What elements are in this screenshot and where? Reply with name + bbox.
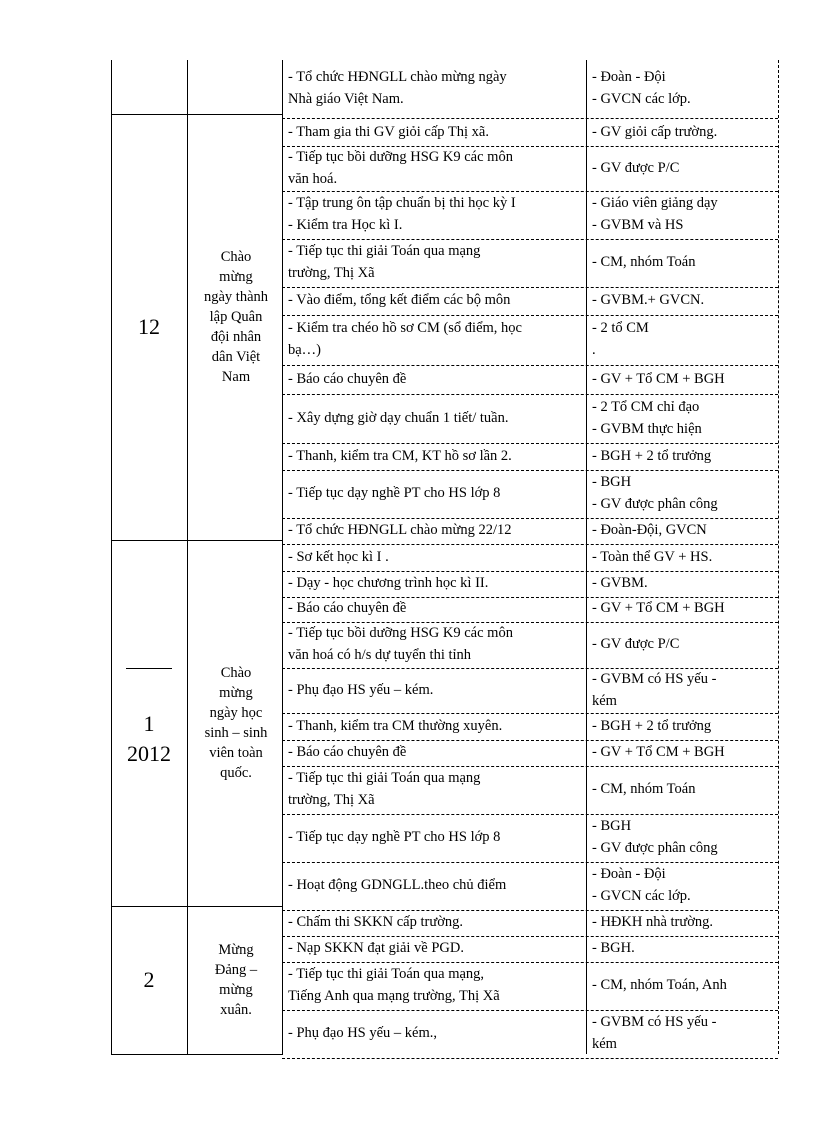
responsible-line: - BGH + 2 tổ trưởng	[592, 718, 712, 734]
activity-line: - Phụ đạo HS yếu – kém.,	[288, 1025, 438, 1041]
responsible-cell	[592, 668, 716, 712]
activity-line: bạ…)	[288, 342, 322, 358]
responsible-line: - GV được phân công	[592, 840, 718, 856]
activity-cell	[288, 445, 512, 467]
activity-cell	[288, 317, 522, 361]
responsible-cell	[592, 471, 718, 515]
activity-cell	[288, 407, 509, 429]
group-border	[111, 114, 282, 115]
activity-cell	[288, 482, 500, 504]
activity-line: - Tiếp tục dạy nghề PT cho HS lớp 8	[288, 829, 501, 845]
activity-cell	[288, 911, 463, 933]
responsible-line: - GV được P/C	[592, 160, 680, 176]
activity-cell	[288, 240, 480, 284]
activity-line: - Vào điểm, tổng kết điểm các bộ môn	[288, 292, 511, 308]
responsible-line: - GVBM.	[592, 575, 648, 591]
responsible-line: - GVBM và HS	[592, 217, 684, 233]
event-line: Mừng	[218, 942, 254, 958]
event-line: viên toàn	[209, 745, 263, 761]
responsible-cell	[592, 317, 649, 361]
responsible-line: - CM, nhóm Toán	[592, 781, 696, 797]
row-border	[282, 118, 778, 119]
responsible-line: - GV + Tổ CM + BGH	[592, 370, 725, 387]
activity-line: - Chấm thi SKKN cấp trường.	[288, 914, 464, 930]
activity-line: Nhà giáo Việt Nam.	[288, 91, 404, 107]
month-line: 1	[143, 711, 155, 736]
responsible-cell	[592, 546, 712, 568]
month-line: 12	[138, 314, 160, 339]
activity-line: - Dạy - học chương trình học kì II.	[288, 575, 489, 591]
activity-cell	[288, 874, 506, 896]
responsible-cell	[592, 597, 725, 619]
table-border-col2	[187, 60, 188, 1054]
responsible-line: - GV giỏi cấp trường.	[592, 123, 718, 140]
responsible-cell	[592, 633, 679, 655]
event-line: xuân.	[220, 1002, 252, 1018]
activity-cell	[288, 121, 489, 143]
activity-line: - Tổ chức HĐNGLL chào mừng 22/12	[288, 522, 512, 538]
event-line: mừng	[219, 269, 253, 285]
responsible-line: .	[592, 342, 596, 358]
row-border	[282, 394, 778, 395]
activity-line: - Báo cáo chuyên đề	[288, 370, 407, 387]
responsible-cell	[592, 289, 704, 311]
activity-line: - Tiếp tục bồi dưỡng HSG K9 các môn	[288, 149, 513, 165]
responsible-cell	[592, 66, 691, 110]
event-line: mừng	[219, 982, 253, 998]
responsible-line: - GVBM.+ GVCN.	[592, 292, 705, 308]
activity-line: - Tiếp tục thi giải Toán qua mạng	[288, 243, 481, 259]
event-label	[189, 663, 283, 783]
responsible-cell	[592, 974, 727, 996]
activity-line: trường, Thị Xã	[288, 265, 375, 281]
responsible-line: - GVBM có HS yếu -	[592, 1014, 717, 1030]
responsible-line: kém	[592, 1036, 617, 1052]
activity-cell	[288, 679, 433, 701]
responsible-cell	[592, 121, 717, 143]
table-border-col3	[282, 60, 283, 1054]
responsible-line: - BGH + 2 tổ trưởng	[592, 447, 712, 464]
responsible-line: - CM, nhóm Toán	[592, 254, 696, 270]
responsible-line: - GVBM có HS yếu -	[592, 670, 717, 687]
responsible-line: kém	[592, 692, 617, 709]
row-border	[282, 544, 778, 545]
responsible-line: - Đoàn-Đội, GVCN	[592, 522, 707, 538]
event-line: dân Việt	[211, 349, 261, 365]
group-border	[111, 906, 282, 907]
group-border	[111, 540, 282, 541]
responsible-cell	[592, 778, 695, 800]
event-line: Đảng –	[214, 962, 258, 978]
table-border-bottom	[111, 1054, 283, 1055]
event-label	[189, 247, 283, 387]
month-label	[112, 965, 186, 995]
activity-line: - Tiếp tục thi giải Toán qua mạng	[288, 770, 481, 786]
activity-line: văn hoá.	[288, 171, 338, 187]
event-line: sinh – sinh	[204, 725, 268, 741]
responsible-line: - 2 Tổ CM chỉ đạo	[592, 398, 700, 415]
activity-line: - Hoạt động GDNGLL.theo chủ điểm	[288, 877, 507, 893]
activity-line: - Kiểm tra Học kì I.	[288, 217, 403, 233]
activity-line: - Báo cáo chuyên đề	[288, 600, 407, 616]
activity-line: trường, Thị Xã	[288, 792, 375, 808]
activity-cell	[288, 937, 464, 959]
table-border-col4	[586, 60, 587, 1054]
event-line: lập Quân	[209, 309, 263, 325]
responsible-line: - Giáo viên giảng dạy	[592, 195, 718, 211]
event-line: Chào	[220, 665, 252, 681]
event-line: Nam	[221, 369, 251, 385]
responsible-line: - HĐKH nhà trường.	[592, 914, 714, 930]
responsible-line: - BGH.	[592, 940, 635, 956]
responsible-cell	[592, 815, 718, 859]
month-line: 2012	[127, 741, 171, 766]
responsible-line: - 2 tổ CM	[592, 320, 649, 336]
activity-cell	[288, 826, 500, 848]
activity-cell	[288, 715, 502, 737]
event-label	[189, 940, 283, 1020]
activity-cell	[288, 546, 389, 568]
activity-line: - Sơ kết học kì I .	[288, 549, 389, 565]
activity-cell	[288, 622, 513, 666]
event-line: ngày thành	[203, 289, 269, 305]
responsible-line: - CM, nhóm Toán, Anh	[592, 977, 727, 993]
row-border	[282, 713, 778, 714]
activity-line: văn hoá có h/s dự tuyển thi tỉnh	[288, 647, 472, 663]
activity-cell	[288, 192, 516, 236]
table-border-right	[778, 60, 779, 1054]
month-label	[112, 709, 186, 769]
event-line: mừng	[219, 685, 253, 701]
activity-line: - Nạp SKKN đạt giải về PGD.	[288, 940, 464, 956]
activity-cell	[288, 767, 480, 811]
month-label	[112, 312, 186, 342]
activity-line: Tiếng Anh qua mạng trường, Thị Xã	[288, 988, 500, 1004]
responsible-line: - GV được P/C	[592, 636, 680, 652]
responsible-cell	[592, 157, 679, 179]
activity-cell	[288, 1022, 437, 1044]
activity-line: - Kiểm tra chéo hồ sơ CM (sổ điểm, học	[288, 320, 522, 336]
responsible-cell	[592, 741, 725, 763]
activity-line: - Tiếp tục thi giải Toán qua mạng,	[288, 966, 485, 982]
activity-cell	[288, 66, 507, 110]
activity-cell	[288, 572, 488, 594]
activity-cell	[288, 519, 512, 541]
responsible-cell	[592, 396, 702, 440]
event-line: Chào	[220, 249, 252, 265]
row-border	[282, 287, 778, 288]
responsible-line: - GVBM thực hiện	[592, 420, 702, 437]
responsible-line: - Toàn thể GV + HS.	[592, 549, 713, 565]
activity-cell	[288, 146, 513, 190]
month-line: 2	[143, 967, 155, 992]
activity-line: - Tiếp tục dạy nghề PT cho HS lớp 8	[288, 485, 501, 501]
responsible-line: - GVCN các lớp.	[592, 888, 691, 904]
activity-line: - Thanh, kiểm tra CM, KT hồ sơ lần 2.	[288, 447, 512, 464]
activity-cell	[288, 597, 406, 619]
responsible-line: - GV + Tổ CM + BGH	[592, 744, 725, 760]
responsible-cell	[592, 251, 695, 273]
activity-line: - Tham gia thi GV giỏi cấp Thị xã.	[288, 123, 489, 140]
activity-cell	[288, 289, 510, 311]
activity-line: - Xây dựng giờ dạy chuẩn 1 tiết/ tuần.	[288, 409, 509, 426]
responsible-cell	[592, 1011, 716, 1055]
activity-line: - Tập trung ôn tập chuẩn bị thi học kỳ I	[288, 195, 516, 211]
responsible-line: - BGH	[592, 474, 632, 490]
row-border	[282, 862, 778, 863]
responsible-cell	[592, 863, 691, 907]
responsible-cell	[592, 519, 707, 541]
activity-line: - Thanh, kiểm tra CM thường xuyên.	[288, 718, 503, 734]
responsible-cell	[592, 715, 711, 737]
responsible-line: - GVCN các lớp.	[592, 91, 691, 107]
activity-cell	[288, 741, 406, 763]
activity-cell	[288, 963, 500, 1007]
activity-line: - Tiếp tục bồi dưỡng HSG K9 các môn	[288, 625, 513, 641]
activity-line: - Tổ chức HĐNGLL chào mừng ngày	[288, 69, 507, 85]
responsible-cell	[592, 911, 713, 933]
decorative-rule	[126, 668, 172, 669]
responsible-line: - Đoàn - Đội	[592, 69, 666, 85]
activity-line: - Phụ đạo HS yếu – kém.	[288, 681, 434, 698]
row-border	[282, 365, 778, 366]
row-border	[282, 315, 778, 316]
activity-line: - Báo cáo chuyên đề	[288, 744, 407, 760]
responsible-cell	[592, 368, 725, 390]
table-border-left	[111, 60, 112, 1054]
responsible-cell	[592, 192, 718, 236]
responsible-cell	[592, 572, 648, 594]
responsible-line: - Đoàn - Đội	[592, 866, 666, 882]
responsible-cell	[592, 937, 635, 959]
activity-cell	[288, 368, 406, 390]
row-border	[282, 1058, 778, 1059]
responsible-line: - BGH	[592, 818, 632, 834]
event-line: quốc.	[220, 765, 252, 781]
responsible-line: - GV được phân công	[592, 496, 718, 512]
event-line: đội nhân	[210, 329, 262, 345]
responsible-line: - GV + Tổ CM + BGH	[592, 600, 725, 616]
event-line: ngày học	[209, 705, 263, 721]
responsible-cell	[592, 445, 711, 467]
